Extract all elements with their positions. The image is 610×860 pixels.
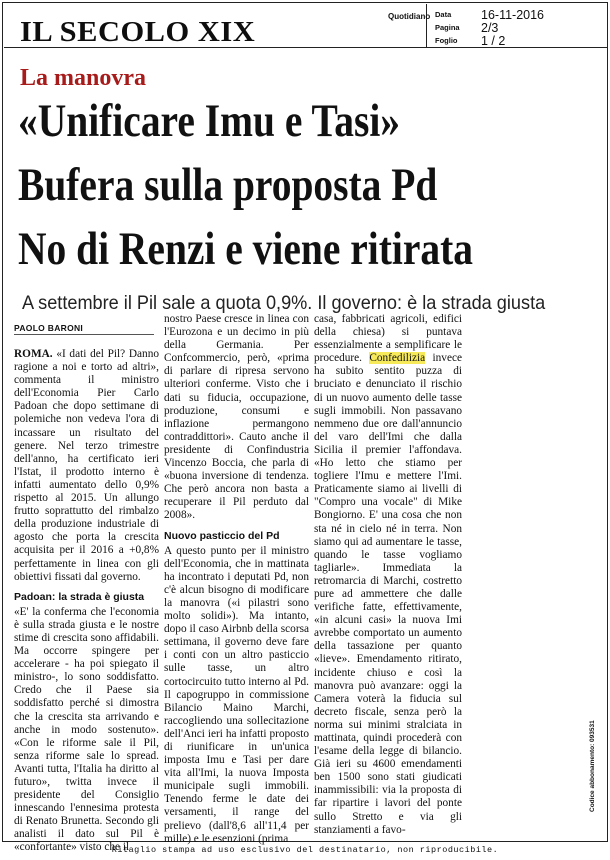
meta-row-page (435, 22, 605, 34)
paragraph: «E' la conferma che l'economia è sulla strada giusta e le nostre stime di crescita sono affidabili. Ma occorre spingere per accelerare - ha poi spiegato il ministro-, lo sono soddisfatto. Credo che il Paese sia soddisfatto perché si dimostra che la crescita sta arrivando e anche in modo sostenuto». «Con le riforme sale il Pil, senza riforme sale lo spread. Avanti tutta, l'Italia ha diritto al futuro», twitta invece il presidente del Consiglio innescando l'ennesima protesta di Renato Brunetta. Secondo gli analisti il dato sul Pil è «confortante» visto che il (14, 605, 159, 854)
meta-key: Data (435, 10, 452, 19)
headline-line-1: «Unificare Imu e Tasi» (18, 95, 401, 147)
byline: PAOLO BARONI (14, 323, 84, 333)
paragraph (314, 313, 462, 837)
meta-value: 16-11-2016 (481, 8, 545, 22)
article-kicker: La manovra (20, 65, 146, 91)
paragraph-text: casa, fabbricati agricoli, edifici della chiesa) si puntava essenzialmente a semplificare le procedure. (314, 313, 462, 365)
article-column-3 (314, 313, 462, 837)
section-heading: Nuovo pasticcio del Pd (164, 529, 280, 542)
meta-value: 1 / 2 (481, 34, 506, 48)
paragraph-text: invece ha subito sentito puzza di bruciato e denunciato il rischio di un nuovo aumento delle tasse sugli immobili. Non passavano nemmeno due ore dall'annuncio del varo dell'Imi che dalla Sicilia il premier l'affondava. «Ho letto che stiamo per togliere l'Imu e mettere l'Imi. Praticamente siamo ai livelli di "Compro una vocale" di Mike Bongiorno. E' una cosa che non sta né in cielo né in terra. Non siamo qui ad aumentare le tasse, quando le tasse vogliamo tagliarle». Immediata la retromarcia di Marchi, costretto pure ad ammettere che dalle verifiche fatte, effettivamente, «in alcuni casi» la nuova Imi avrebbe comportato un aumento della tassazione per quanto «lieve». Emendamento ritirato, incidente chiuso e così la manovra può avanzare: oggi la Camera voterà la fiducia sul decreto fiscale, senza però la norma sui minimi stralciata in mattinata, quindi procederà con l'esame della legge di bilancio. Già ieri su 4600 emendamenti ben 1500 sono stati giudicati inammissibili: via la proposta di far ripartire i lavori del ponte sullo Stretto e via gli stanziamenti a favo- (314, 352, 462, 836)
meta-row-sheet (435, 35, 605, 47)
article-column-2 (164, 313, 309, 846)
paragraph (14, 348, 159, 584)
headline-line-3: No di Renzi e viene ritirata (18, 223, 474, 275)
dateline: ROMA. (14, 348, 53, 360)
subheadline: A settembre il Pil sale a quota 0,9%. Il governo: è la strada giusta (22, 292, 546, 314)
newspaper-logo: IL SECOLO XIX (20, 16, 256, 48)
meta-key: Foglio (435, 36, 458, 45)
meta-key: Pagina (435, 23, 460, 32)
publication-type: Quotidiano (388, 12, 431, 21)
headline-line-2: Bufera sulla proposta Pd (18, 159, 438, 211)
article-column-1 (14, 348, 159, 855)
meta-value: 2/3 (481, 21, 499, 35)
paragraph: A questo punto per il ministro dell'Economia, che in mattinata ha incontrato i deputati Pd, non c'è alcun bisogno di modificare la manovra («i pilastri sono molto solidi»). Ma intanto, dopo il caso Airbnb della scorsa settimana, il governo deve fare i conti con un altro pasticcio sulle tasse, un altro cortocircuito tutto interno al Pd. Il capogruppo in commissione Bilancio Maino Marchi, raccogliendo una sollecitazione dell'Anci ieri ha infatti proposto di riunificare in un'unica imposta Imu e Tasi per dare vita all'Imi, la nuova Imposta municipale sugli immobili. Tenendo ferme le date dei versamenti, il range del prelievo (dall'8,6 all'11,4 per mille) e le esenzioni (prima (164, 544, 309, 845)
section-heading: Padoan: la strada è giusta (14, 590, 145, 603)
subscription-code: Codice abbonamento: 093531 (589, 720, 596, 812)
byline-divider (14, 334, 154, 335)
highlighted-term: Confedilizia (369, 352, 426, 365)
paragraph: nostro Paese cresce in linea con l'Eurozona e un decimo in più della Germania. Per Confcommercio, però, «prima di parlare di ripresa servono ulteriori conferme. Visto che i dati su fiducia, occupazione, produzione, consumi e inflazione permangono contraddittori». Cauto anche il presidente di Confindustria Vincenzo Boccia, che parla di «buona inversione di tendenza. Che però ancora non basta a recuperare il Pil perduto dal 2008». (164, 313, 309, 522)
paragraph-text: «I dati del Pil? Danno ragione a noi e torto ad altri», commenta il ministro dell'Economia Pier Carlo Padoan che dopo settimane di polemiche non vedeva l'ora di incassare un risultato del genere. Nel terzo trimestre dell'anno, ha certificato ieri l'Istat, il prodotto interno è infatti aumentato dello 0,9% rispetto al 2015. Un allungo frutto soprattutto del rimbalzo della produzione industriale di agosto che porta la crescita acquisita per il 2016 a +0,8% perfettamente in linea con gli obiettivi fissati dal governo. (14, 348, 160, 583)
meta-row-date (435, 9, 605, 21)
footer-notice: Ritaglio stampa ad uso esclusivo del destinatario, non riproducibile. (111, 845, 499, 855)
clipping-meta (427, 4, 608, 48)
masthead (4, 4, 431, 48)
